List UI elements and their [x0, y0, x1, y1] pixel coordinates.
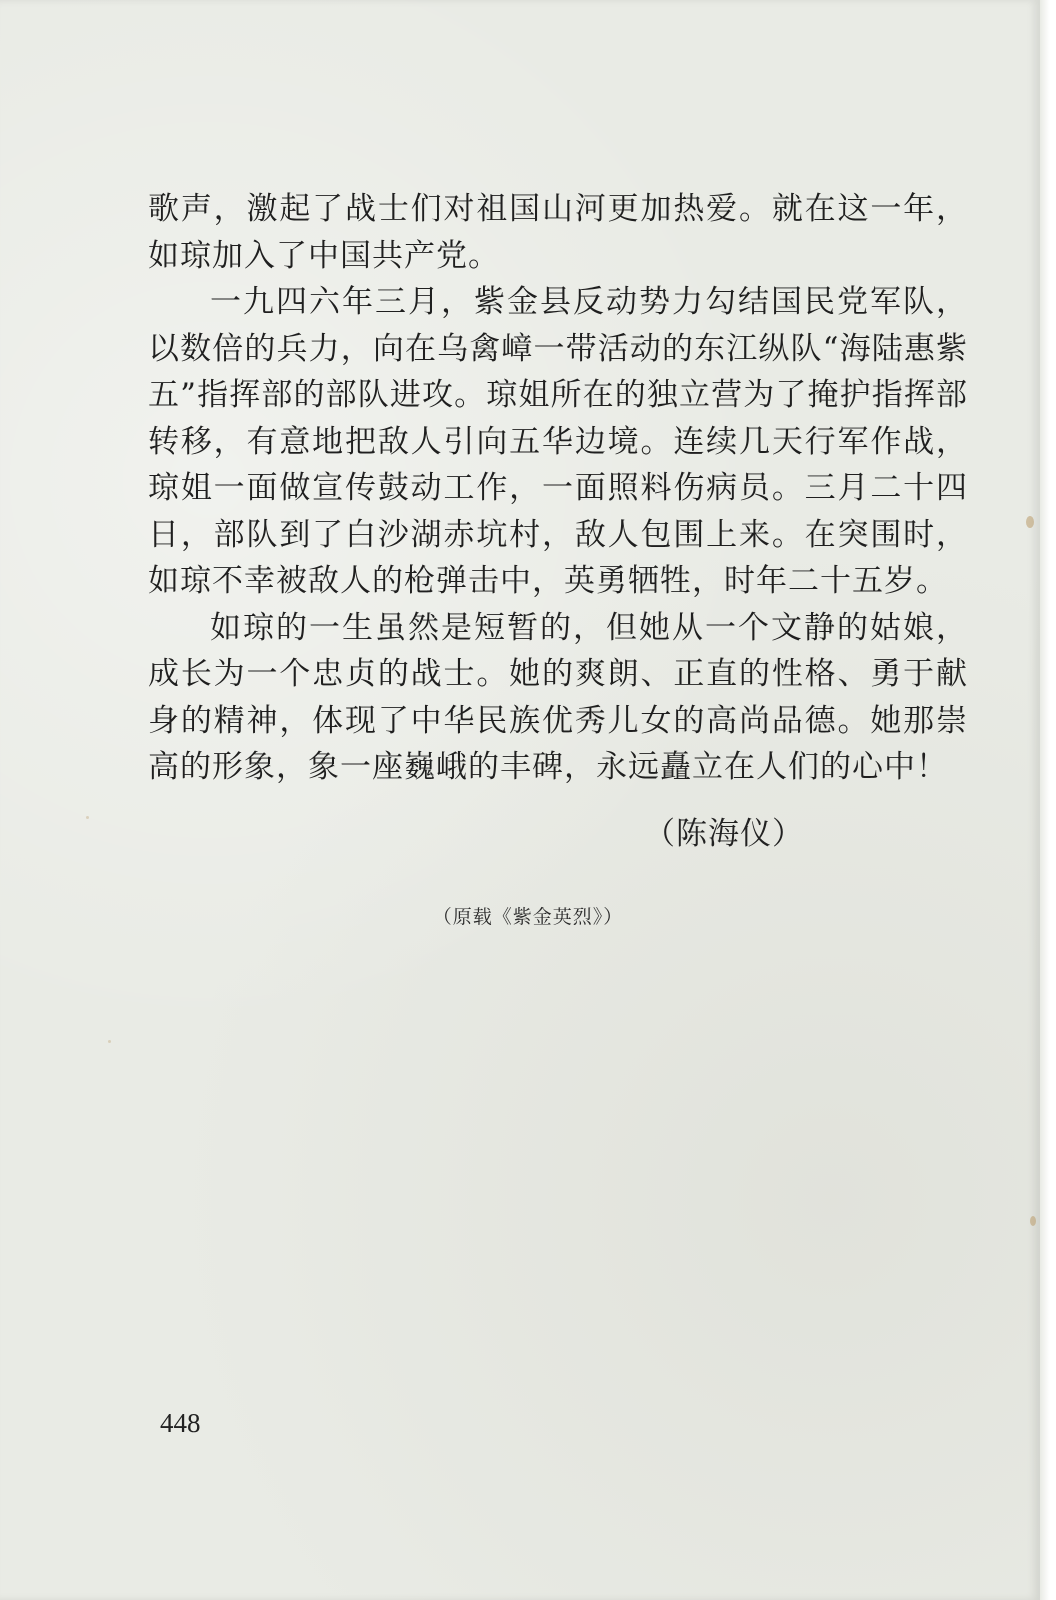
- paper-speck: [1030, 1216, 1036, 1226]
- source-note: （原载《紫金英烈》）: [432, 906, 624, 928]
- page-edge: [1040, 0, 1056, 1600]
- paper-speck: [108, 1040, 111, 1043]
- author-signature: （陈海仪）: [644, 816, 804, 852]
- article-body: [148, 186, 968, 791]
- paragraph-tribute: 如琼的一生虽然是短暂的，但她从一个文静的姑娘，成长为一个忠贞的战士。她的爽朗、正直的性格、勇于献身的精神，体现了中华民族优秀儿女的高尚品德。她那崇高的形象，象一座巍峨的丰碑，永远矗立在人们的心中！: [148, 609, 968, 785]
- paragraph-continuation: 歌声，激起了战士们对祖国山河更加热爱。就在这一年，如琼加入了中国共产党。: [148, 191, 968, 274]
- paper-speck: [1026, 516, 1034, 528]
- paragraph-battle: 一九四六年三月，紫金县反动势力勾结国民党军队，以数倍的兵力，向在乌禽嶂一带活动的东江纵队“海陆惠紫五”指挥部的部队进攻。琼姐所在的独立营为了掩护指挥部转移，有意地把敌人引向五华边境。连续几天行军作战，琼姐一面做宣传鼓动工作，一面照料伤病员。三月二十四日，部队到了白沙湖赤坑村，敌人包围上来。在突围时，如琼不幸被敌人的枪弹击中，英勇牺牲，时年二十五岁。: [148, 284, 968, 599]
- page-number: 448: [160, 1408, 201, 1438]
- paper-speck: [86, 816, 89, 819]
